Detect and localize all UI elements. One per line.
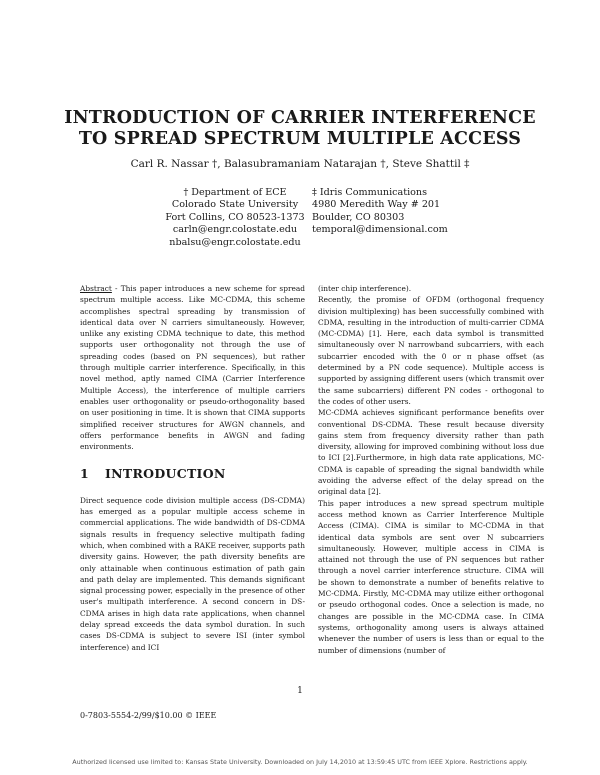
author-email: temporal@dimensional.com: [312, 224, 448, 236]
right-column: [318, 283, 544, 656]
left-column: [80, 283, 305, 653]
affiliation-line: Colorado State University: [171, 199, 299, 211]
author-email: nbalsu@engr.colostate.edu: [169, 236, 301, 248]
paragraph: This paper introduces a new spread spectrum multiple access method known as Carrier Interference Multiple Access (CIMA). CIMA is similar to MC-CDMA in that identical data symbols are sent over N subcarriers simultaneously. However, multiple access in CIMA is attained not through the use of PN sequences but rather through a novel carrier interference structure. CIMA will be shown to demonstrate a number of benefits relative to MC-CDMA. Firstly, MC-CDMA may utilize either orthogonal or pseudo orthogonal codes. Once a selection is made, no changes are possible in the MC-CDMA case. In CIMA systems, orthogonality among users is always attained whenever the number of users is less than or equal to the number of dimensions (number of: [318, 498, 544, 655]
affiliation-line: Boulder, CO 80303: [312, 211, 405, 223]
abstract: [80, 283, 305, 452]
abstract-text: - This paper introduces a new scheme for spread spectrum multiple access. Like MC-CDMA, this scheme accomplishes spectral spreading by transmission of identical data over N carriers simultaneously. However, unlike any existing CDMA technique to date, this method supports user orthogonality not through the use of spreading codes (based on PN sequences), but rather through multiple carrier interference. Specifically, in this novel method, aptly named CIMA (Carrier Interference Multiple Access), the interference of multiple carriers enables user orthogonality or pseudo-orthogonality based on user positioning in time. It is shown that CIMA supports simplified receiver structures for AWGN channels, and offers performance benefits in AWGN and fading environments.: [80, 284, 305, 452]
section-heading: [80, 466, 305, 482]
paragraph: Recently, the promise of OFDM (orthogonal frequency division multiplexing) has been successfully combined with CDMA, resulting in the introduction of multi-carrier CDMA (MC-CDMA) [1]. Here, each data symbol is transmitted simultaneously over N narrowband subcarriers, with each subcarrier encoded with the 0 or π phase offset (as determined by a PN code sequence). Multiple access is supported by assigning different users (which transmit over the same subcarriers) different PN codes - orthogonal to the codes of other users.: [318, 295, 544, 406]
author-list: Carl R. Nassar †, Balasubramaniam Natarajan †, Steve Shattil ‡: [130, 158, 470, 170]
section-number: 1: [80, 466, 89, 482]
intro-paragraph: Direct sequence code division multiple access (DS-CDMA) has emerged as a popular multiple access scheme in commercial applications. The wide bandwidth of DS-CDMA signals results in frequency selective multipath fading which, when combined with a RAKE receiver, supports path diversity gains. However, the path diversity benefits are only attainable when continuous estimation of path gain and path delay are implemented. This demands significant signal processing power, especially in the presence of other user's multipath interference. A second concern in DS-CDMA arises in high data rate applications, when channel delay spread exceeds the data symbol duration. In such cases DS-CDMA is subject to severe ISI (inter symbol interference) and ICI: [80, 495, 305, 652]
affiliation-line: † Department of ECE: [183, 187, 287, 198]
affiliation-line: 4980 Meredith Way # 201: [312, 199, 441, 211]
affiliation-line: Fort Collins, CO 80523-1373: [165, 211, 305, 223]
title-line-2: TO SPREAD SPECTRUM MULTIPLE ACCESS: [78, 129, 522, 149]
download-footer: Authorized licensed use limited to: Kansas State University. Downloaded on July 14,2010 at 13:59:45 UTC from IEEE Xplore. Restrictions apply.: [72, 758, 528, 766]
paragraph: MC-CDMA achieves significant performance benefits over conventional DS-CDMA. These result because diversity gains stem from frequency diversity rather than path diversity, allowing for improved combining without loss due to ICI [2].Furthermore, in high data rate applications, MC-CDMA is capable of spreading the signal bandwidth while avoiding the adverse effect of the delay spread on the original data [2].: [318, 408, 544, 497]
affiliation-line: ‡ Idris Communications: [312, 187, 428, 198]
title-line-1: INTRODUCTION OF CARRIER INTERFERENCE: [64, 108, 536, 128]
paragraph: (inter chip interference).: [318, 284, 412, 293]
isbn-line: 0-7803-5554-2/99/$10.00 © IEEE: [80, 711, 217, 720]
page-number: 1: [297, 686, 303, 696]
abstract-label: Abstract: [80, 284, 112, 293]
affiliation-right: [312, 187, 482, 237]
affiliation-left: [155, 187, 315, 249]
section-title: INTRODUCTION: [105, 466, 226, 482]
author-email: carln@engr.colostate.edu: [172, 224, 298, 236]
paper-title: [0, 108, 600, 150]
